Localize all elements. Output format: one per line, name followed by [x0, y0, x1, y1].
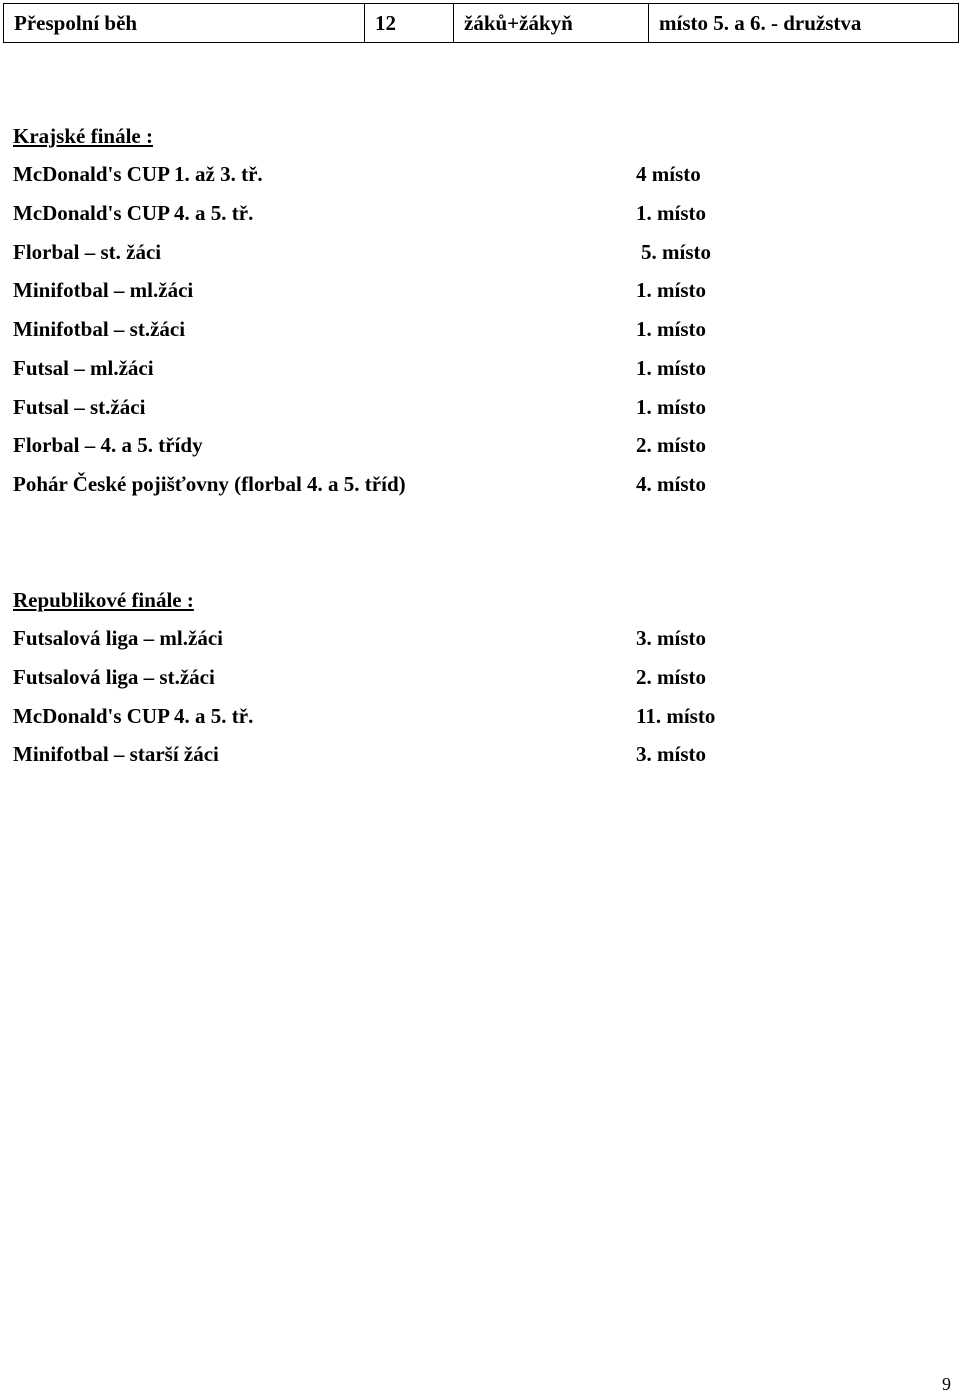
placement: 2. místo [636, 433, 706, 458]
list-item [13, 626, 943, 665]
event-cell: Přespolní běh [4, 4, 365, 43]
list-item [13, 240, 943, 279]
competition-name: McDonald's CUP 4. a 5. tř. [13, 703, 254, 728]
table-row [4, 4, 959, 43]
placement: 5. místo [641, 239, 711, 264]
competition-name: Florbal – 4. a 5. třídy [13, 433, 203, 458]
regional-results-list [13, 162, 943, 511]
competition-name: Futsal – ml.žáci [13, 355, 154, 380]
national-results-list [13, 626, 943, 781]
competition-name: Minifotbal – starší žáci [13, 742, 219, 767]
header-table [3, 3, 959, 43]
placement: 11. místo [636, 703, 716, 728]
placement: 1. místo [636, 394, 706, 419]
placement: 2. místo [636, 664, 706, 689]
list-item [13, 201, 943, 240]
competition-name: Florbal – st. žáci [13, 239, 162, 264]
competition-name: Minifotbal – st.žáci [13, 317, 186, 341]
competition-name: Futsal – st.žáci [13, 394, 146, 419]
regional-heading: Krajské finále : [13, 124, 153, 148]
national-heading: Republikové finále : [13, 588, 194, 612]
placement: 4. místo [636, 472, 706, 496]
page-number: 9 [942, 1374, 951, 1394]
result-cell: místo 5. a 6. - družstva [649, 4, 959, 43]
competition-name: McDonald's CUP 1. až 3. tř. [13, 162, 263, 186]
placement: 1. místo [636, 278, 706, 303]
list-item [13, 162, 943, 201]
list-item [13, 356, 943, 395]
competition-name: Futsalová liga – st.žáci [13, 664, 215, 689]
list-item [13, 742, 943, 781]
placement: 1. místo [636, 355, 706, 380]
placement: 4 místo [636, 162, 701, 186]
list-item [13, 665, 943, 704]
competition-name: Minifotbal – ml.žáci [13, 278, 194, 303]
placement: 3. místo [636, 626, 706, 650]
placement: 3. místo [636, 742, 706, 767]
competition-name: Pohár České pojišťovny (florbal 4. a 5. tříd) [13, 472, 406, 496]
competition-name: McDonald's CUP 4. a 5. tř. [13, 200, 254, 225]
list-item [13, 472, 943, 511]
count-cell: 12 [365, 4, 454, 43]
placement: 1. místo [636, 200, 706, 225]
participants-cell: žáků+žákyň [454, 4, 649, 43]
list-item [13, 433, 943, 472]
list-item [13, 317, 943, 356]
placement: 1. místo [636, 317, 706, 341]
list-item [13, 395, 943, 434]
list-item [13, 278, 943, 317]
competition-name: Futsalová liga – ml.žáci [13, 626, 223, 650]
list-item [13, 704, 943, 743]
